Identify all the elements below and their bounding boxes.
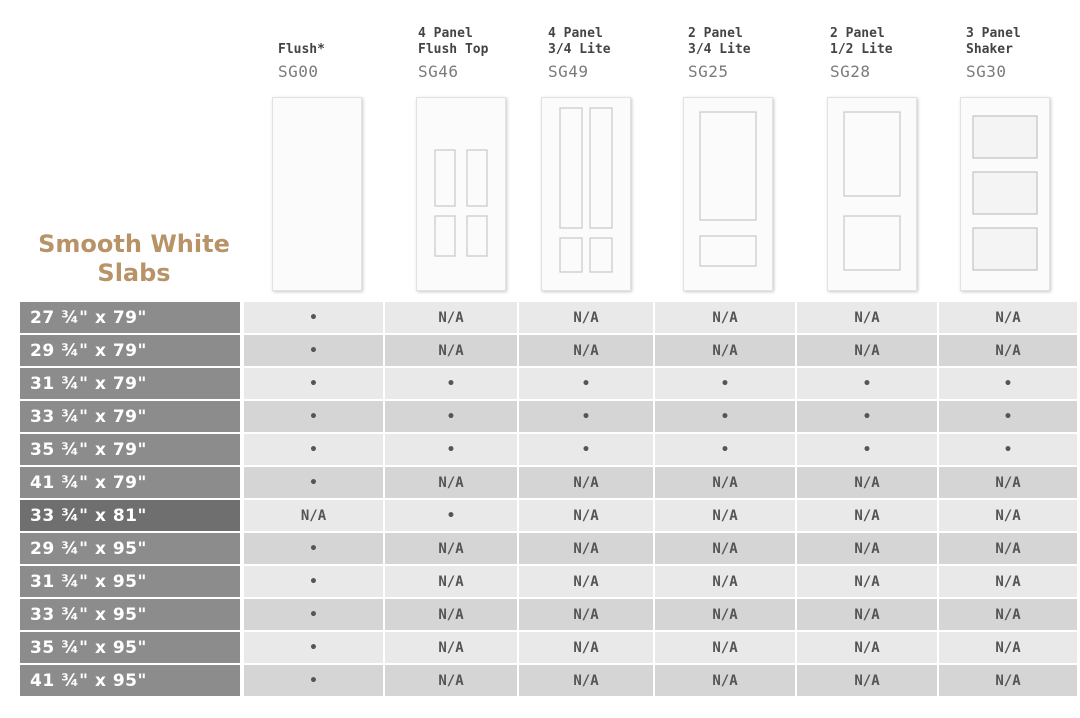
availability-cell: •: [242, 334, 384, 367]
column-name: [966, 12, 1080, 58]
availability-cell: N/A: [384, 631, 518, 664]
column-name: [278, 12, 398, 58]
availability-cell: •: [384, 499, 518, 532]
availability-cell: •: [796, 400, 938, 433]
availability-cell: N/A: [654, 631, 796, 664]
availability-cell: N/A: [796, 565, 938, 598]
availability-cell: •: [384, 433, 518, 466]
availability-cell: N/A: [796, 302, 938, 334]
availability-cell: •: [938, 367, 1078, 400]
availability-cell: •: [242, 664, 384, 697]
table-row: [20, 598, 1078, 631]
availability-cell: •: [242, 565, 384, 598]
column-name-line-1: 3 Panel: [966, 26, 1021, 41]
door-image-4-panel-3-4-lite: [541, 97, 631, 291]
availability-cell: •: [242, 598, 384, 631]
model-code: SG00: [278, 62, 319, 81]
table-row: [20, 499, 1078, 532]
size-label: 41 ¾" x 95": [20, 664, 242, 697]
door-image-2-panel-3-4-lite: [683, 97, 773, 291]
availability-cell: •: [242, 302, 384, 334]
availability-cell: N/A: [242, 499, 384, 532]
column-name-line-1: 4 Panel: [418, 26, 473, 41]
availability-cell: •: [654, 400, 796, 433]
column-name-line-2: Flush Top: [418, 42, 489, 57]
availability-cell: N/A: [518, 334, 654, 367]
table-row: [20, 631, 1078, 664]
size-availability-table: [20, 302, 1079, 698]
table-row: [20, 367, 1078, 400]
availability-cell: •: [242, 367, 384, 400]
column-name-line-2: 1/2 Lite: [830, 42, 893, 57]
availability-cell: N/A: [654, 499, 796, 532]
availability-cell: •: [384, 367, 518, 400]
availability-cell: •: [242, 532, 384, 565]
availability-cell: N/A: [938, 598, 1078, 631]
availability-cell: N/A: [518, 302, 654, 334]
title-line-1: Smooth White: [38, 230, 230, 258]
model-code: SG25: [688, 62, 729, 81]
table-row: [20, 565, 1078, 598]
availability-cell: N/A: [654, 565, 796, 598]
availability-cell: N/A: [938, 532, 1078, 565]
availability-cell: N/A: [796, 664, 938, 697]
table-row: [20, 433, 1078, 466]
availability-cell: N/A: [518, 598, 654, 631]
availability-cell: •: [796, 433, 938, 466]
availability-cell: •: [242, 400, 384, 433]
model-code: SG28: [830, 62, 871, 81]
column-name-line-2: 3/4 Lite: [548, 42, 611, 57]
availability-cell: N/A: [654, 302, 796, 334]
availability-cell: •: [796, 367, 938, 400]
availability-cell: N/A: [654, 598, 796, 631]
title-line-2: Slabs: [97, 259, 171, 287]
availability-cell: N/A: [654, 664, 796, 697]
availability-cell: N/A: [384, 466, 518, 499]
model-code: SG30: [966, 62, 1007, 81]
column-name-line-2: Shaker: [966, 42, 1013, 57]
availability-cell: N/A: [938, 565, 1078, 598]
column-name-line-1: 2 Panel: [830, 26, 885, 41]
availability-cell: N/A: [938, 466, 1078, 499]
availability-cell: N/A: [938, 631, 1078, 664]
availability-cell: N/A: [384, 302, 518, 334]
size-label: 41 ¾" x 79": [20, 466, 242, 499]
door-image-flush: [272, 97, 362, 291]
availability-cell: N/A: [938, 499, 1078, 532]
size-label: 33 ¾" x 95": [20, 598, 242, 631]
availability-cell: •: [938, 400, 1078, 433]
model-code: SG46: [418, 62, 459, 81]
availability-cell: •: [654, 367, 796, 400]
size-label: 27 ¾" x 79": [20, 302, 242, 334]
availability-cell: •: [384, 400, 518, 433]
size-label: 35 ¾" x 79": [20, 433, 242, 466]
table-row: [20, 302, 1078, 334]
availability-cell: N/A: [654, 334, 796, 367]
availability-cell: N/A: [654, 532, 796, 565]
availability-cell: •: [242, 631, 384, 664]
availability-cell: N/A: [384, 334, 518, 367]
availability-cell: •: [518, 433, 654, 466]
table-row: [20, 664, 1078, 697]
table-row: [20, 400, 1078, 433]
size-label: 29 ¾" x 95": [20, 532, 242, 565]
table-row: [20, 334, 1078, 367]
column-name-line-2: 3/4 Lite: [688, 42, 751, 57]
availability-cell: N/A: [384, 598, 518, 631]
column-name-line-2: Flush*: [278, 42, 325, 57]
availability-cell: N/A: [796, 466, 938, 499]
door-image-2-panel-1-2-lite: [827, 97, 917, 291]
availability-cell: N/A: [796, 598, 938, 631]
column-name-line-1: 4 Panel: [548, 26, 603, 41]
availability-cell: N/A: [518, 631, 654, 664]
size-label: 31 ¾" x 79": [20, 367, 242, 400]
door-image-4-panel-flush-top: [416, 97, 506, 291]
availability-cell: N/A: [518, 466, 654, 499]
availability-cell: N/A: [938, 334, 1078, 367]
size-label: 31 ¾" x 95": [20, 565, 242, 598]
availability-cell: N/A: [938, 664, 1078, 697]
availability-cell: N/A: [518, 499, 654, 532]
table-row: [20, 532, 1078, 565]
size-label: 29 ¾" x 79": [20, 334, 242, 367]
availability-cell: N/A: [796, 334, 938, 367]
column-name: [418, 12, 538, 58]
size-label: 33 ¾" x 81": [20, 499, 242, 532]
availability-cell: •: [242, 433, 384, 466]
availability-cell: •: [938, 433, 1078, 466]
size-label: 33 ¾" x 79": [20, 400, 242, 433]
availability-cell: •: [242, 466, 384, 499]
table-row: [20, 466, 1078, 499]
door-image-3-panel-shaker: [960, 97, 1050, 291]
availability-cell: N/A: [654, 466, 796, 499]
column-name: [830, 12, 950, 58]
column-name-line-1: 2 Panel: [688, 26, 743, 41]
availability-cell: N/A: [796, 532, 938, 565]
column-name: [688, 12, 808, 58]
availability-cell: N/A: [518, 532, 654, 565]
availability-cell: N/A: [796, 631, 938, 664]
availability-cell: N/A: [796, 499, 938, 532]
table-title: [20, 230, 248, 288]
column-name: [548, 12, 668, 58]
model-code: SG49: [548, 62, 589, 81]
availability-cell: •: [518, 400, 654, 433]
availability-cell: N/A: [518, 664, 654, 697]
availability-cell: N/A: [384, 664, 518, 697]
availability-cell: N/A: [938, 302, 1078, 334]
availability-cell: •: [518, 367, 654, 400]
availability-cell: N/A: [384, 532, 518, 565]
availability-cell: •: [654, 433, 796, 466]
availability-cell: N/A: [518, 565, 654, 598]
availability-cell: N/A: [384, 565, 518, 598]
size-label: 35 ¾" x 95": [20, 631, 242, 664]
